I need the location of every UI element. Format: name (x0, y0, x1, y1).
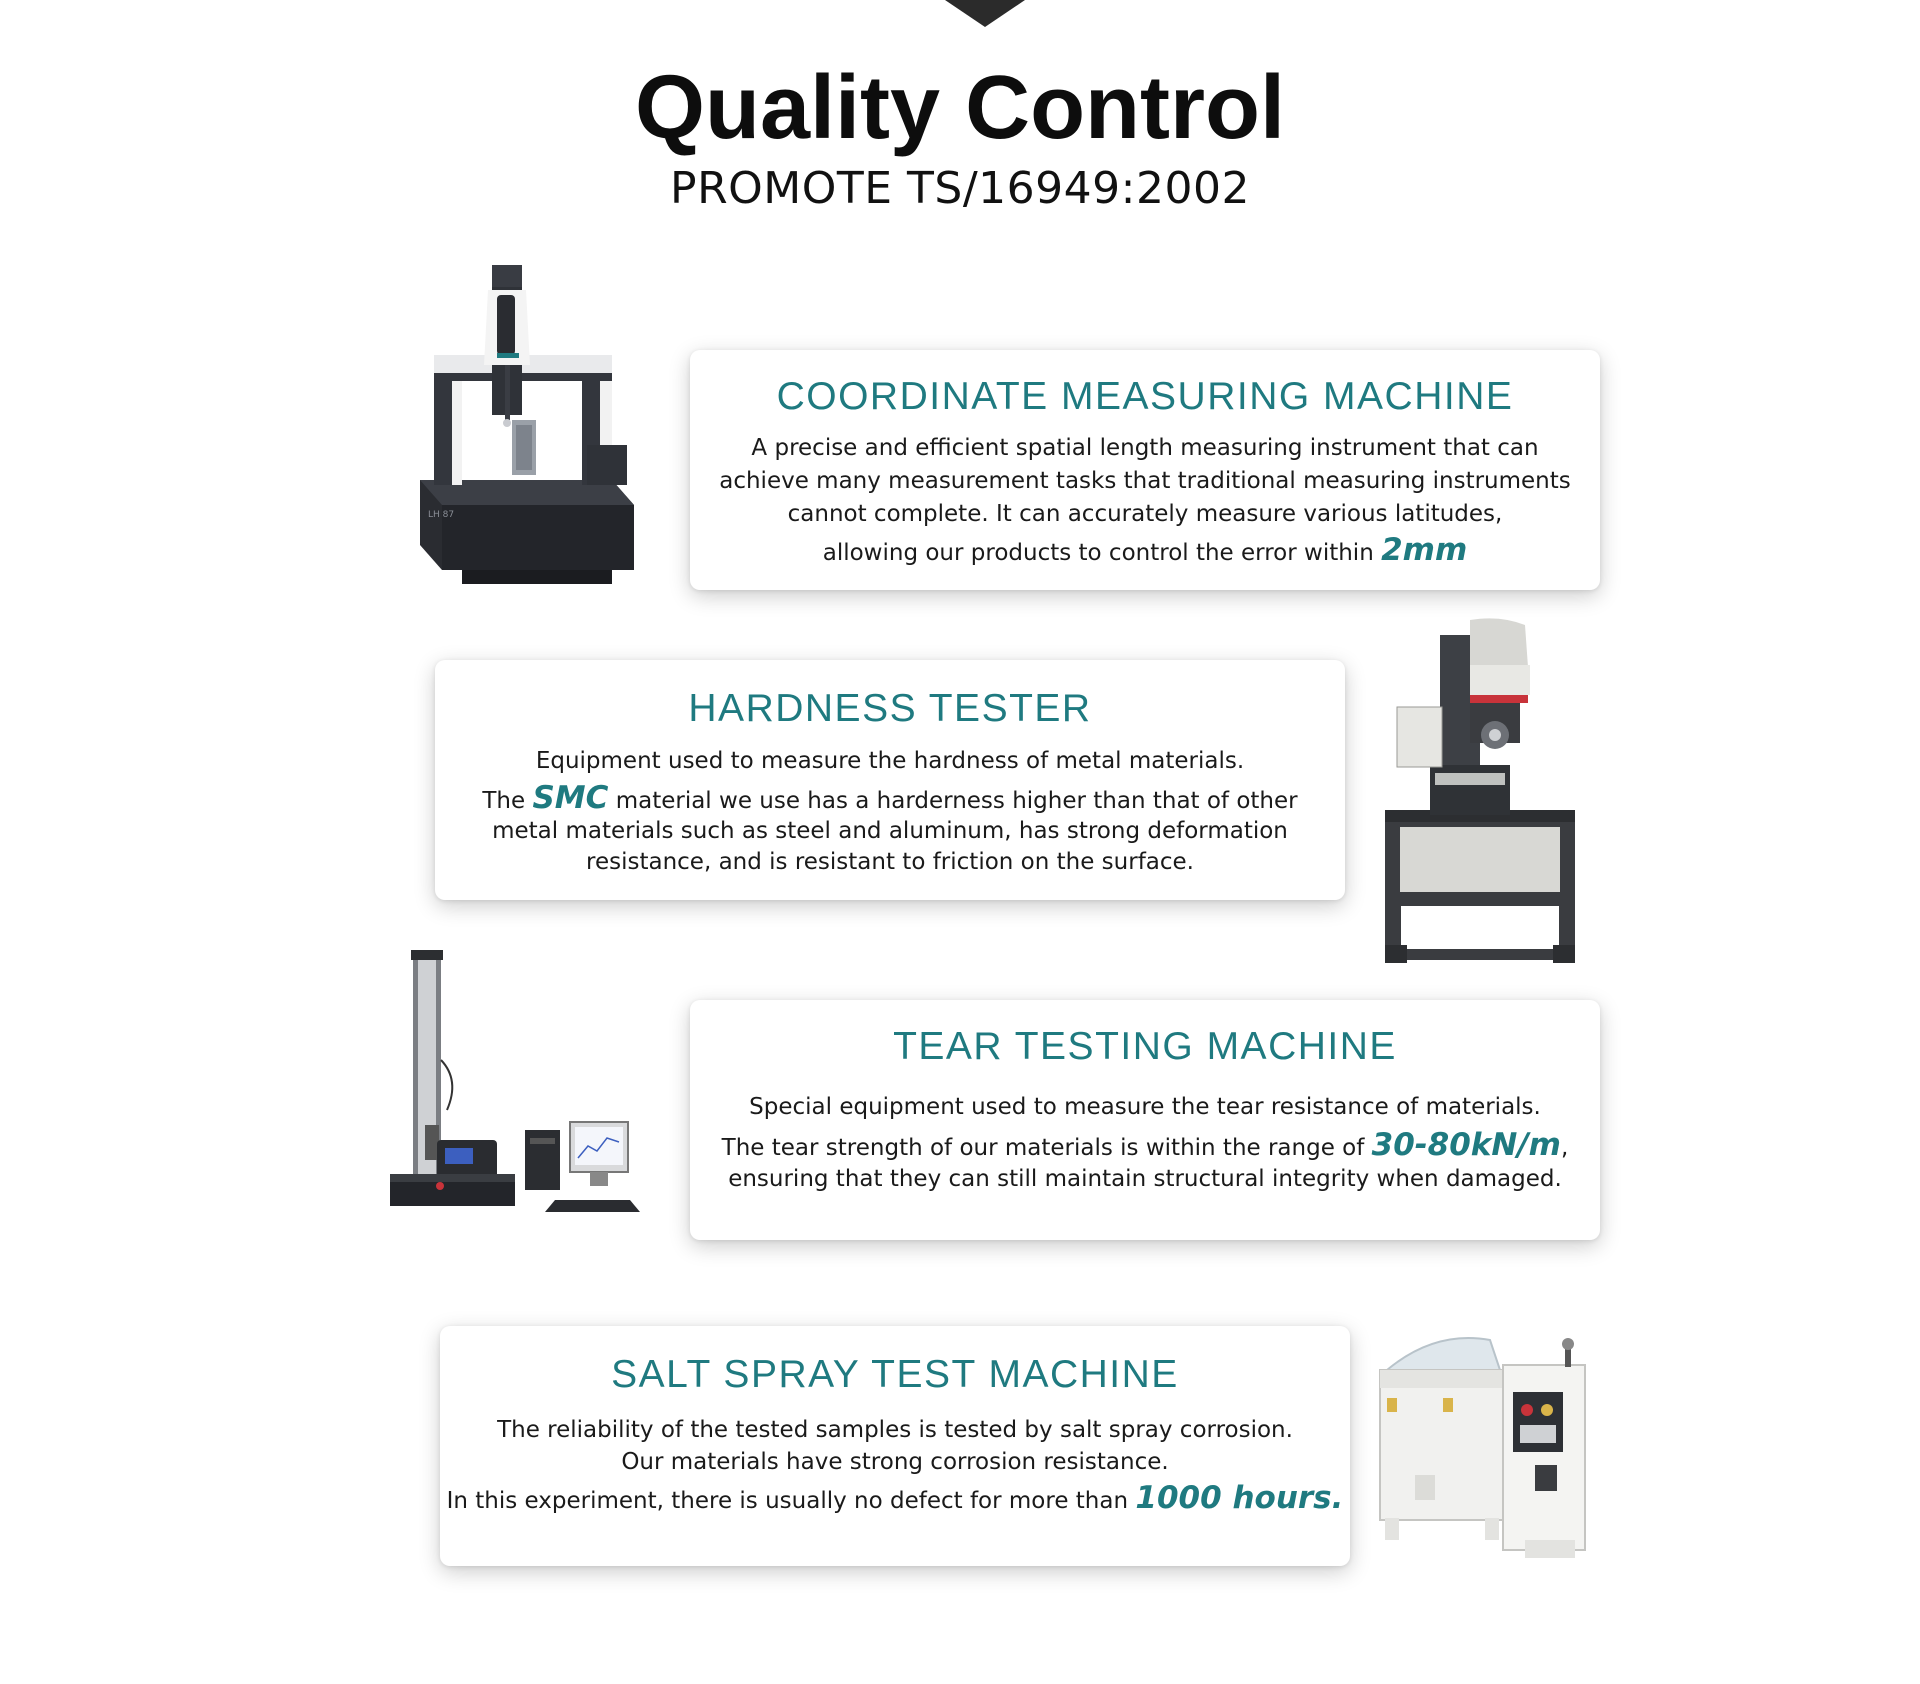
card-text-fragment: In this experiment, there is usually no defect for more than (446, 1488, 1129, 1514)
svg-text:LH 87: LH 87 (428, 510, 455, 520)
card-heading: COORDINATE MEASURING MACHINE (776, 375, 1514, 418)
highlight-value: SMC (532, 780, 609, 816)
card-heading: TEAR TESTING MACHINE (893, 1025, 1397, 1068)
highlight-value: 2mm (1381, 532, 1468, 568)
hardness-tester-card (435, 660, 1345, 900)
salt-spray-test-machine-card (440, 1326, 1350, 1566)
card-text-line: Special equipment used to measure the tear resistance of materials. (749, 1094, 1541, 1120)
card-heading: HARDNESS TESTER (688, 687, 1092, 730)
card-text-line (435, 780, 1345, 819)
highlight-value: 1000 hours. (1135, 1480, 1344, 1516)
card-text-line: The reliability of the tested samples is tested by salt spray corrosion. (497, 1417, 1293, 1443)
tear-testing-machine-card (690, 1000, 1600, 1240)
card-text-line (440, 1478, 1350, 1521)
card-text-line (690, 1126, 1600, 1167)
card-text-fragment: material we use has a harderness higher than that of other (615, 788, 1298, 814)
card-text-line: resistance, and is resistant to friction on the surface. (586, 849, 1194, 875)
card-text-line: Our materials have strong corrosion resistance. (621, 1449, 1169, 1475)
card-text-fragment: The tear strength of our materials is within the range of (721, 1135, 1365, 1161)
card-text-line: Equipment used to measure the hardness of metal materials. (535, 748, 1245, 774)
card-text-fragment: The (482, 788, 526, 814)
card-text-line: metal materials such as steel and aluminum, has strong deformation (492, 818, 1288, 844)
card-text-line (690, 531, 1600, 572)
card-text-line: ensuring that they can still maintain structural integrity when damaged. (728, 1166, 1562, 1192)
top-arrow-decoration (945, 0, 1025, 27)
card-text-line: A precise and efficient spatial length measuring instrument that can (751, 435, 1539, 461)
coordinate-measuring-machine-image (402, 255, 642, 590)
hardness-tester-image (1370, 615, 1585, 965)
card-text-line: cannot complete. It can accurately measure various latitudes, (787, 501, 1503, 527)
page-subtitle: PROMOTE TS/16949:2002 (670, 163, 1250, 214)
card-text-fragment: allowing our products to control the error within (822, 540, 1374, 566)
highlight-value: 30-80kN/m (1371, 1127, 1561, 1163)
card-text-line: achieve many measurement tasks that traditional measuring instruments (719, 468, 1571, 494)
salt-spray-test-machine-image (1375, 1330, 1600, 1570)
card-heading: SALT SPRAY TEST MACHINE (611, 1353, 1179, 1396)
card-text-fragment: , (1561, 1135, 1569, 1161)
tear-testing-machine-image (385, 950, 665, 1240)
coordinate-measuring-machine-card (690, 350, 1600, 590)
page-title: Quality Control (635, 58, 1285, 158)
